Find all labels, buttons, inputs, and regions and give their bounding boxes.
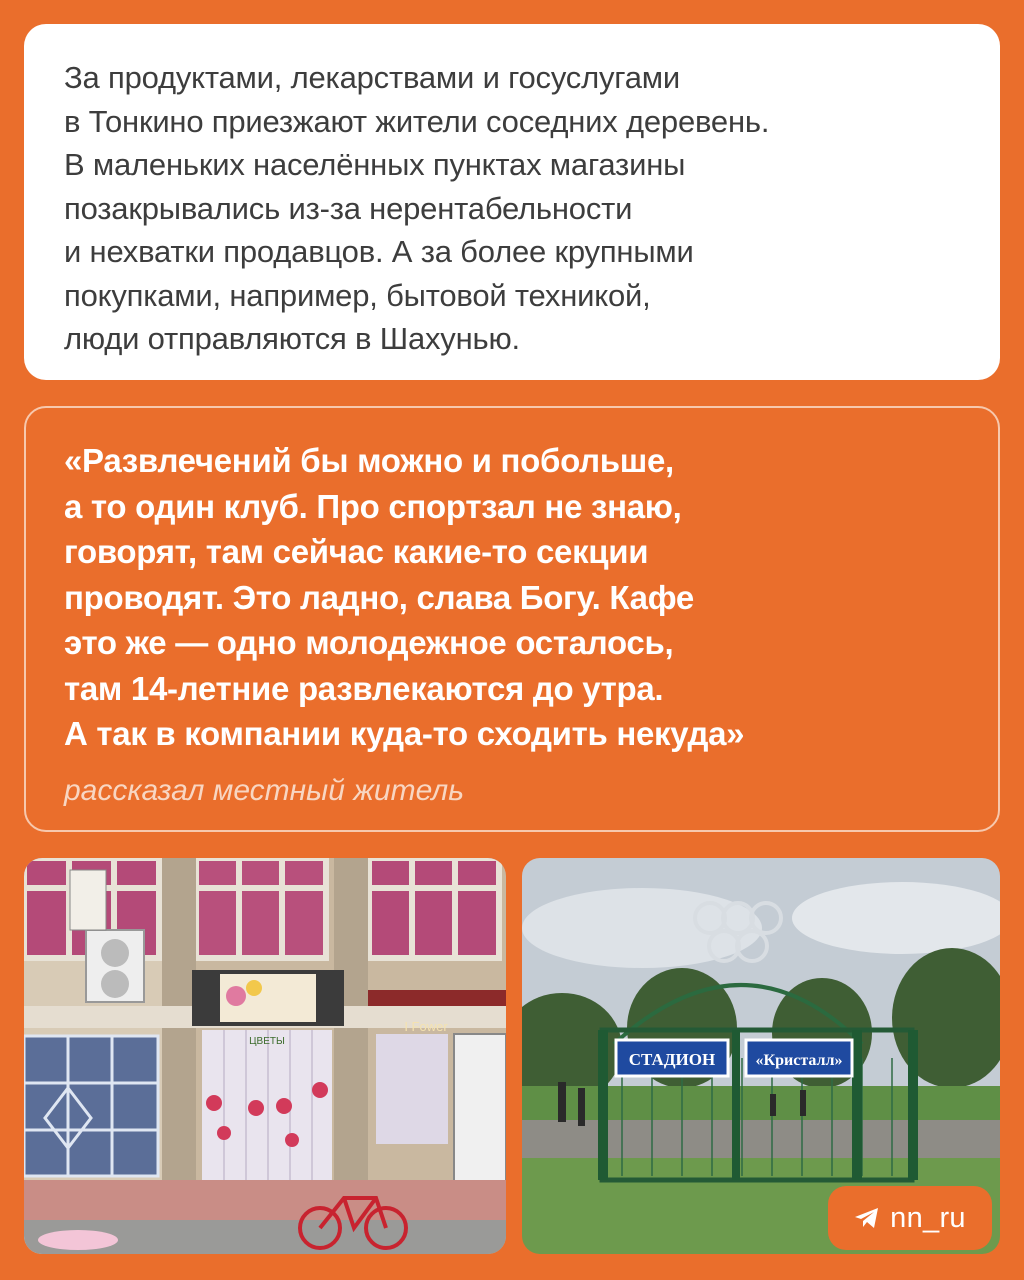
intro-text-line: За продуктами, лекарствами и госуслугами [64,60,680,95]
quote-text-line: «Развлечений бы можно и побольше, [64,442,674,479]
quote-text-line: проводят. Это ладно, слава Богу. Кафе [64,578,694,616]
brand-label: nn_ru [890,1201,966,1234]
intro-text-line: позакрывались из-за нерентабельности [64,190,633,226]
storefront-illustration [24,858,506,1254]
quote-text-line: а то один клуб. Про спортзал не знаю, [64,487,682,525]
stadium-sign: СТАДИОН [628,1050,716,1069]
quote-attribution: рассказал местный житель [64,773,464,807]
intro-text-line: и нехватки продавцов. А за более крупными [64,234,694,269]
quote-text-line: говорят, там сейчас какие-то секции [64,533,649,570]
quote-text-line: А так в компании куда-то сходить некуда» [64,715,745,752]
intro-text-line: люди отправляются в Шахунью. [64,321,520,356]
quote-card [24,406,1000,832]
intro-text-line: В маленьких населённых пунктах магазины [64,147,686,182]
stadium-name-sign: «Кристалл» [755,1052,843,1069]
quote-text-line: там 14-летние развлекаются до утра. [64,669,664,707]
intro-card [24,24,1000,380]
storefront-photo [24,858,506,1254]
intro-text-line: в Тонкино приезжают жители соседних деревень. [64,103,770,139]
brand-badge[interactable] [828,1186,992,1250]
shop-window-label: ЦВЕТЫ [249,1036,285,1047]
intro-text-line: покупками, например, бытовой техникой, [64,277,651,313]
shop-sign-flower: I Fower [404,1019,448,1034]
telegram-icon [854,1207,880,1229]
quote-text-line: это же — одно молодежное осталось, [64,624,674,661]
